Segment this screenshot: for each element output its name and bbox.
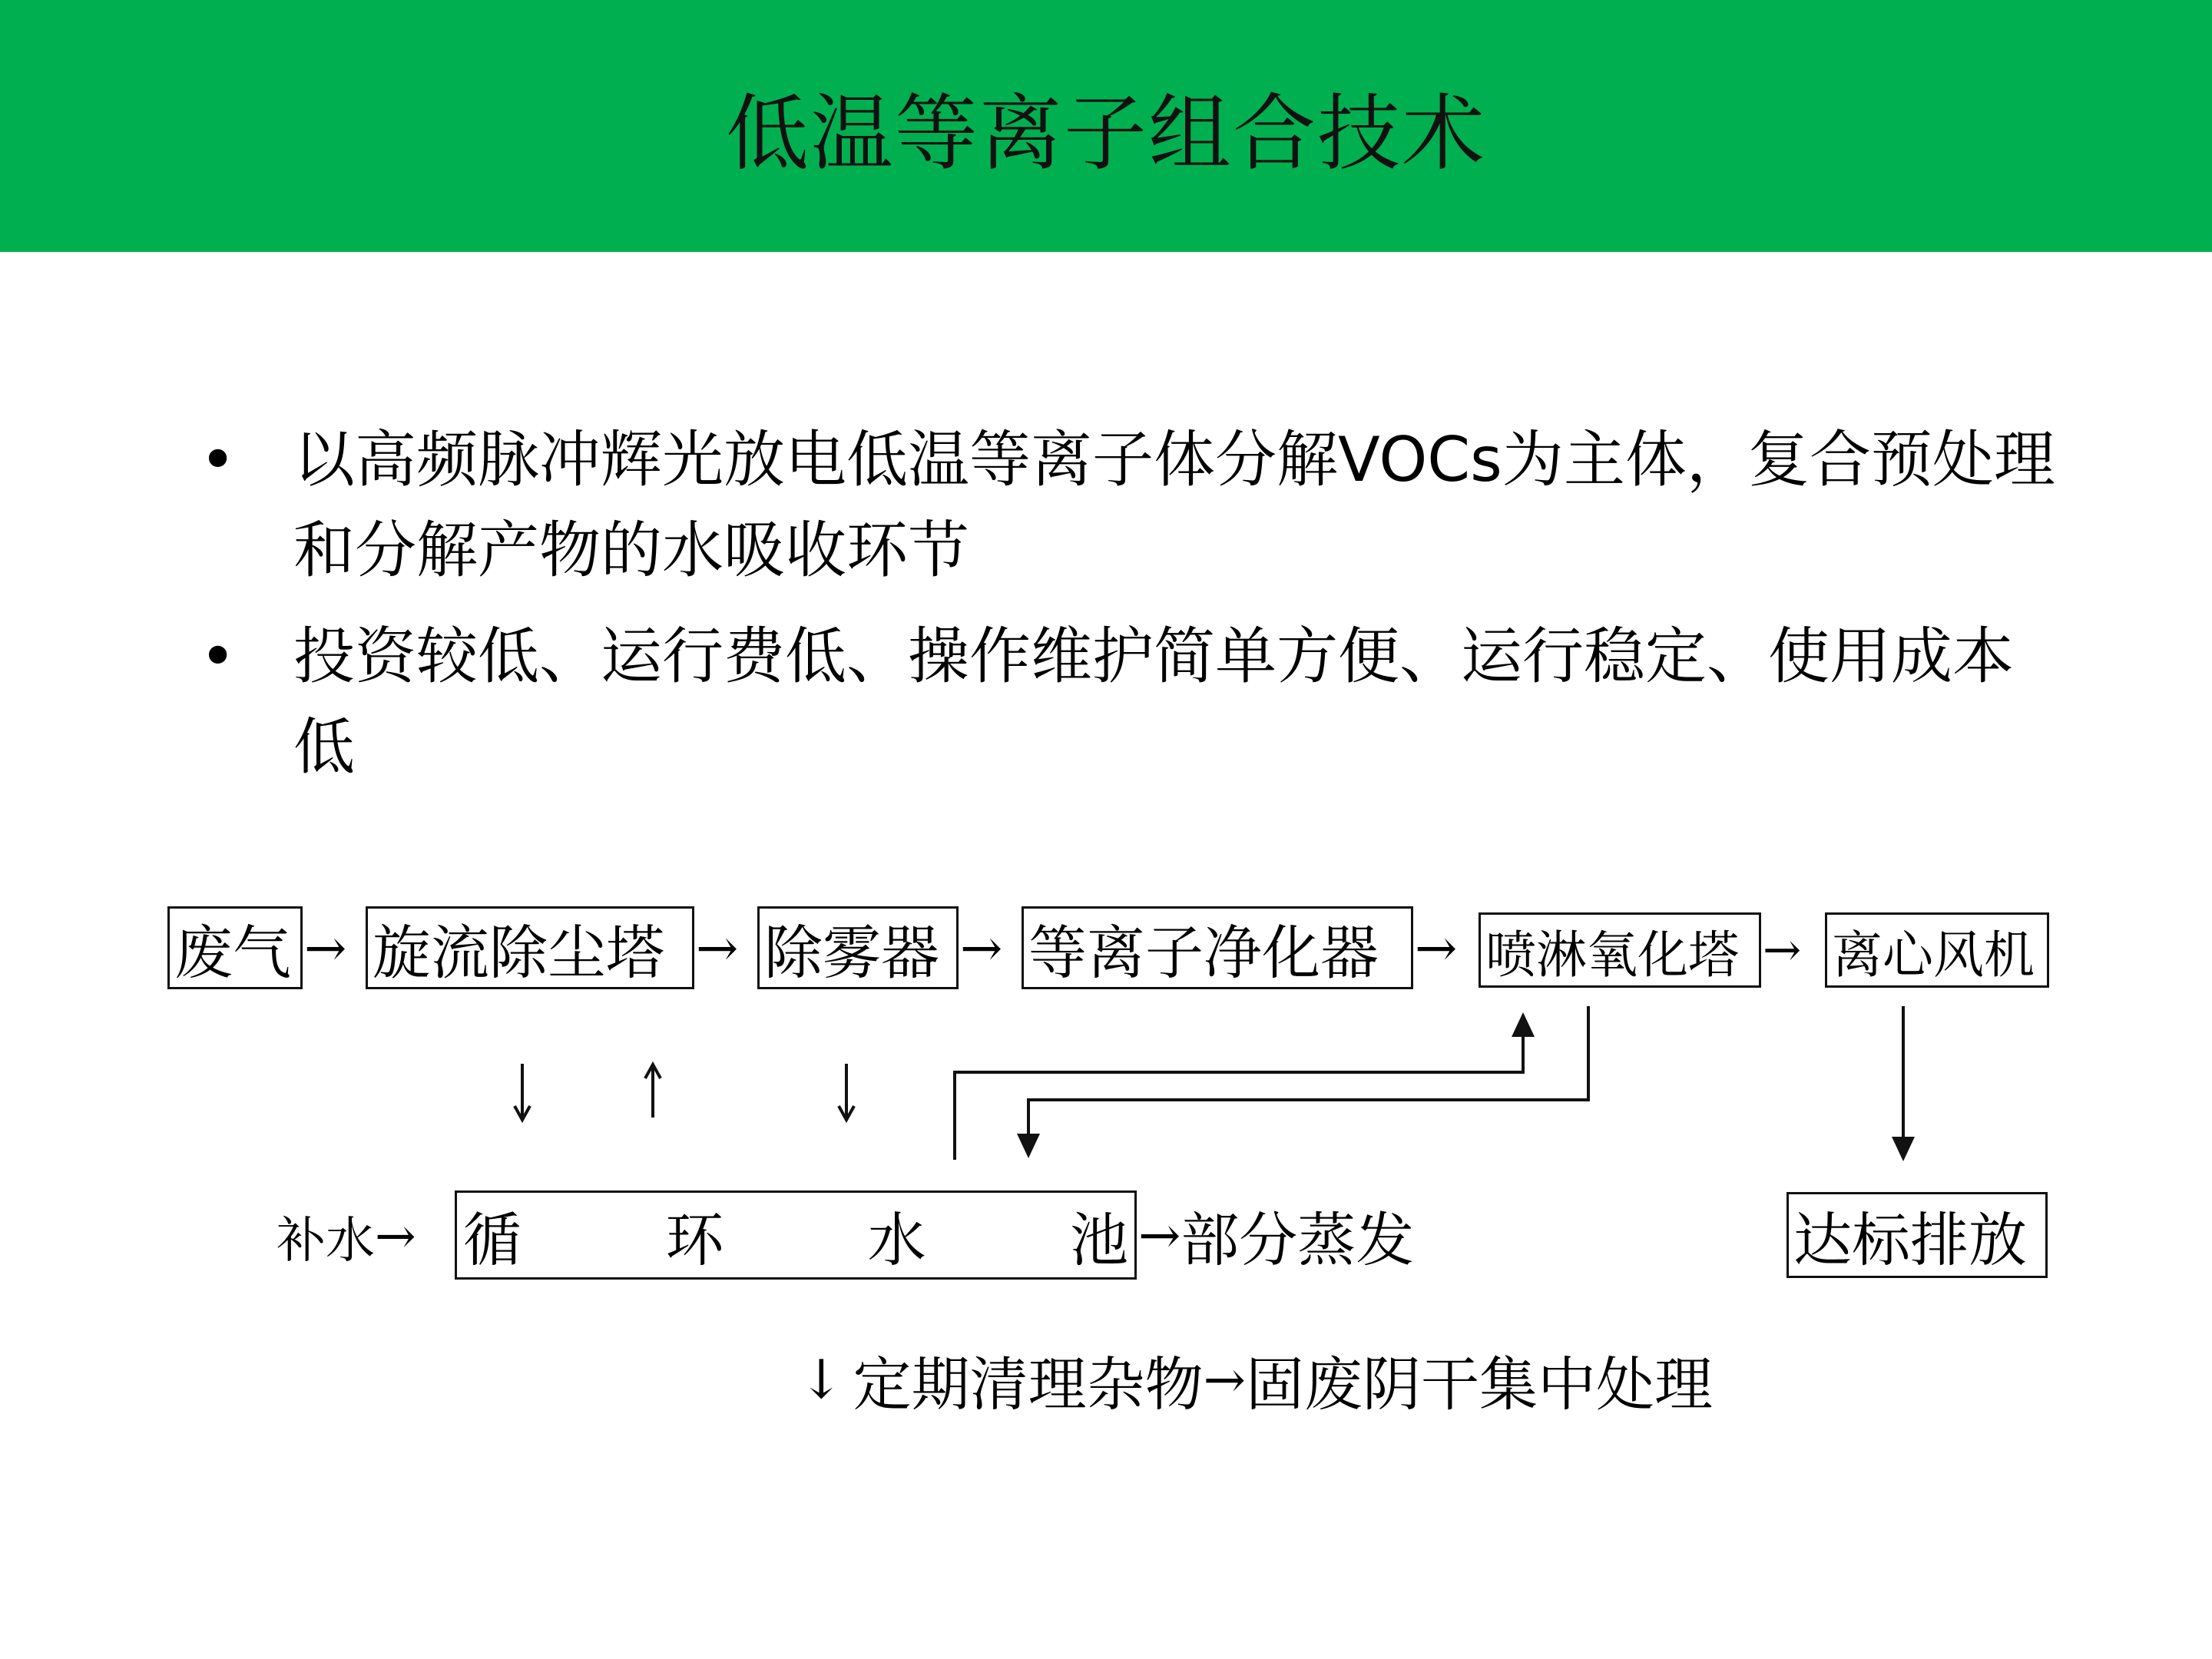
pool-char: 循 [463,1205,522,1274]
partial-evaporation-text: 部分蒸发 [1181,1205,1415,1274]
discharge-arrowhead-icon [1892,1137,1915,1161]
pool-char: 环 [665,1205,724,1274]
node-cyclone-tower: 旋流除尘塔 [366,906,694,989]
flow-arrow-icon: → [1203,1349,1246,1409]
flow-arrow-icon: → [304,918,347,978]
label-partial-evaporation [1138,1190,1414,1280]
pool-to-spray-line [955,1022,1523,1160]
flow-arrow-icon: → [1138,1205,1181,1265]
water-supply-text: 补水 [276,1213,375,1270]
spray-supply-arrowhead-icon [1512,1012,1535,1037]
cleanup-down-arrow-icon: ↓ [799,1348,844,1411]
bullet-text: 以高频脉冲辉光放电低温等离子体分解VOCs为主体，复合预处理和分解产物的水吸收环节 [293,424,2055,586]
node-spray-oxidation-tower: 喷淋氧化塔 [1479,912,1761,988]
bullet-dot-icon: • [200,621,237,692]
node-waste-gas: 废气 [167,906,303,989]
pool-char: 池 [1069,1205,1128,1274]
periodic-cleanup-text: 定期清理杂物 [853,1349,1204,1419]
flow-arrow-icon: → [960,918,1003,978]
flow-arrow-icon: → [375,1208,416,1265]
label-water-supply [276,1194,416,1279]
flow-arrow-icon: → [696,918,739,978]
flow-arrow-icon: → [1415,918,1458,978]
node-compliant-discharge: 达标排放 [1786,1192,2048,1278]
bullet-text: 投资较低、运行费低、操作维护简单方便、运行稳定、使用成本低 [293,621,2014,783]
node-demister: 除雾器 [757,906,959,989]
node-plasma-purifier: 等离子净化器 [1022,906,1413,989]
label-cleanup [799,1335,1713,1424]
bullet-dot-icon: • [200,424,237,495]
solid-waste-treatment-text: 固废阴干集中处理 [1245,1349,1713,1419]
node-circulating-pool [455,1190,1137,1280]
return-arrowhead-icon [1017,1134,1040,1158]
pool-char: 水 [867,1205,926,1274]
slide-title: 低温等离子组合技术 [725,85,1486,182]
node-centrifugal-fan: 离心风机 [1825,912,2049,988]
flow-arrow-icon: → [1763,923,1802,977]
